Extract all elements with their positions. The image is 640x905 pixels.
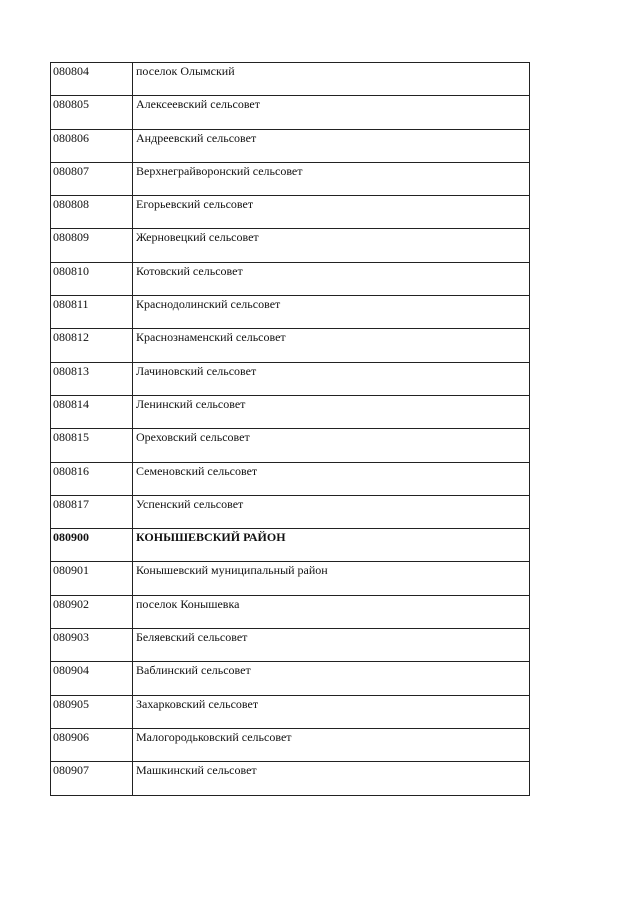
code-cell: 080804 <box>51 63 133 96</box>
table-row <box>51 595 530 628</box>
table-row <box>51 662 530 695</box>
code-cell: 080806 <box>51 129 133 162</box>
name-cell: поселок Конышевка <box>133 595 530 628</box>
name-cell: Краснознаменский сельсовет <box>133 329 530 362</box>
name-cell: Котовский сельсовет <box>133 262 530 295</box>
table-row <box>51 63 530 96</box>
name-cell: Ореховский сельсовет <box>133 429 530 462</box>
code-cell: 080900 <box>51 529 133 562</box>
code-cell: 080904 <box>51 662 133 695</box>
code-cell: 080817 <box>51 495 133 528</box>
name-cell: Малогородьковский сельсовет <box>133 728 530 761</box>
table-row <box>51 329 530 362</box>
code-cell: 080813 <box>51 362 133 395</box>
code-cell: 080807 <box>51 162 133 195</box>
table-row <box>51 495 530 528</box>
code-cell: 080903 <box>51 629 133 662</box>
code-cell: 080815 <box>51 429 133 462</box>
table-row <box>51 229 530 262</box>
code-table-body <box>51 63 530 796</box>
code-cell: 080812 <box>51 329 133 362</box>
table-row <box>51 529 530 562</box>
table-row <box>51 629 530 662</box>
table-row <box>51 728 530 761</box>
table-row <box>51 362 530 395</box>
code-cell: 080809 <box>51 229 133 262</box>
table-row <box>51 695 530 728</box>
table-row <box>51 129 530 162</box>
code-cell: 080811 <box>51 296 133 329</box>
name-cell: поселок Олымский <box>133 63 530 96</box>
code-cell: 080907 <box>51 762 133 795</box>
name-cell: Конышевский муниципальный район <box>133 562 530 595</box>
name-cell: Алексеевский сельсовет <box>133 96 530 129</box>
name-cell: Ленинский сельсовет <box>133 395 530 428</box>
name-cell: Егорьевский сельсовет <box>133 196 530 229</box>
name-cell: Краснодолинский сельсовет <box>133 296 530 329</box>
code-cell: 080906 <box>51 728 133 761</box>
table-row <box>51 395 530 428</box>
table-row <box>51 96 530 129</box>
name-cell: Жерновецкий сельсовет <box>133 229 530 262</box>
code-cell: 080814 <box>51 395 133 428</box>
table-row <box>51 162 530 195</box>
table-row <box>51 562 530 595</box>
code-cell: 080905 <box>51 695 133 728</box>
name-cell: Лачиновский сельсовет <box>133 362 530 395</box>
name-cell: Ваблинский сельсовет <box>133 662 530 695</box>
code-cell: 080901 <box>51 562 133 595</box>
table-row <box>51 429 530 462</box>
name-cell: Беляевский сельсовет <box>133 629 530 662</box>
code-table <box>50 62 530 796</box>
table-row <box>51 296 530 329</box>
name-cell: Андреевский сельсовет <box>133 129 530 162</box>
name-cell: Захарковский сельсовет <box>133 695 530 728</box>
table-row <box>51 262 530 295</box>
name-cell: Успенский сельсовет <box>133 495 530 528</box>
code-cell: 080810 <box>51 262 133 295</box>
name-cell: Семеновский сельсовет <box>133 462 530 495</box>
table-row <box>51 762 530 795</box>
code-cell: 080816 <box>51 462 133 495</box>
name-cell: Верхнеграйворонский сельсовет <box>133 162 530 195</box>
table-row <box>51 196 530 229</box>
table-row <box>51 462 530 495</box>
name-cell: КОНЫШЕВСКИЙ РАЙОН <box>133 529 530 562</box>
code-cell: 080805 <box>51 96 133 129</box>
code-cell: 080808 <box>51 196 133 229</box>
code-cell: 080902 <box>51 595 133 628</box>
name-cell: Машкинский сельсовет <box>133 762 530 795</box>
